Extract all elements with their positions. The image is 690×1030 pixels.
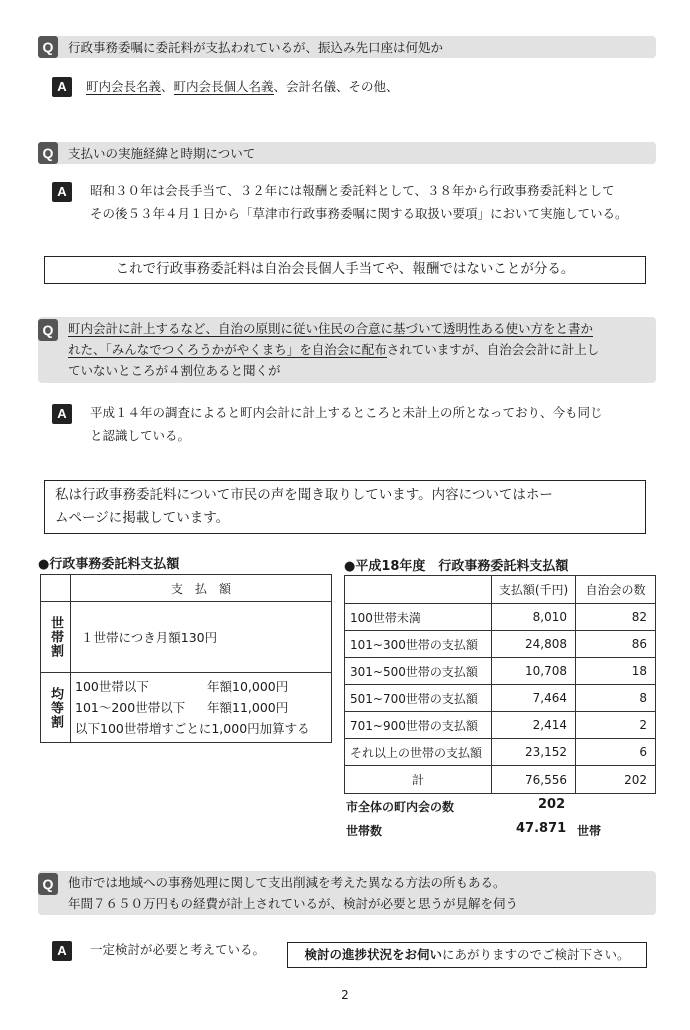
question-3-line-2-underlined: れた、「みんなでつくろうかがやくまち」を自治会に配布 bbox=[68, 342, 387, 357]
answer-underlined-1: 町内会長名義 bbox=[86, 79, 162, 94]
answer-3-line-1: 平成１４年の調査によると町内会計に計上するところと未計上の所となっており、今も同じ bbox=[90, 405, 603, 420]
table-row bbox=[345, 631, 656, 658]
question-1 bbox=[38, 36, 656, 58]
table-2-body bbox=[345, 604, 656, 794]
answer-mark: A bbox=[52, 77, 72, 97]
summary-1-label: 市全体の町内会の数 bbox=[346, 800, 455, 814]
answer-underlined-2: 町内会長個人名義 bbox=[173, 79, 274, 94]
table-row bbox=[345, 604, 656, 631]
note-box-1 bbox=[44, 256, 646, 284]
table-1-title: ●行政事務委託料支払額 bbox=[38, 557, 180, 572]
cell-label: 701~900世帯の支払額 bbox=[345, 712, 492, 739]
note-box-3 bbox=[287, 942, 647, 968]
table-1-header: 支 払 額 bbox=[71, 575, 332, 602]
question-mark: Q bbox=[38, 142, 58, 164]
question-3-line-3: ていないところが４割位あると聞くが bbox=[68, 363, 281, 378]
kinto-line-1-range: 100世帯以下 bbox=[75, 679, 149, 694]
page-number: 2 bbox=[341, 988, 349, 1002]
header-amount: 支払額(千円) bbox=[492, 576, 576, 604]
question-mark: Q bbox=[38, 319, 58, 341]
answer-2-line-2: その後５３年４月１日から「草津市行政事務委嘱に関する取扱い要項」において実施している。 bbox=[90, 206, 628, 221]
cell-amount: 2,414 bbox=[492, 712, 576, 739]
row-kinto-value bbox=[71, 673, 332, 743]
cell-label: それ以上の世帯の支払額 bbox=[345, 739, 492, 766]
note-box-2 bbox=[44, 480, 646, 534]
total-amount: 76,556 bbox=[492, 766, 576, 794]
table-row bbox=[345, 739, 656, 766]
answer-rest: 、会計名儀、その他、 bbox=[273, 79, 399, 94]
row-label-setai bbox=[41, 602, 71, 673]
table-row bbox=[345, 658, 656, 685]
row-setai-value: １世帯につき月額130円 bbox=[71, 602, 332, 673]
cell-amount: 8,010 bbox=[492, 604, 576, 631]
question-3-line-2-rest: されていますが、自治会会計に計上し bbox=[386, 342, 600, 357]
cell-count: 82 bbox=[576, 604, 656, 631]
kinto-line-1 bbox=[75, 676, 331, 697]
table-2-title: ●平成18年度 行政事務委託料支払額 bbox=[344, 559, 569, 574]
note-1-text: これで行政事務委託料は自治会長個人手当てや、報酬ではないことが分る。 bbox=[115, 261, 575, 277]
cell-amount: 23,152 bbox=[492, 739, 576, 766]
cell-count: 2 bbox=[576, 712, 656, 739]
cell-count: 6 bbox=[576, 739, 656, 766]
note-2-line-2: ムページに掲載しています。 bbox=[55, 510, 230, 526]
note-3-text bbox=[288, 943, 646, 966]
kinto-line-2 bbox=[75, 697, 331, 718]
kinto-line-2-range: 101～200世帯以下 bbox=[75, 700, 186, 715]
question-4-line-1: 他市では地域への事務処理に関して支出削減を考えた異なる方法の所もある。 bbox=[68, 875, 506, 890]
answer-mark: A bbox=[52, 182, 72, 202]
cell-label: 301~500世帯の支払額 bbox=[345, 658, 492, 685]
row-label-setai-text: 世帯割 bbox=[48, 616, 63, 658]
question-4-line-2: 年間７６５０万円もの経費が計上されているが、検討が必要と思うが見解を伺う bbox=[68, 896, 519, 911]
cell-label: 501~700世帯の支払額 bbox=[345, 685, 492, 712]
total-count: 202 bbox=[576, 766, 656, 794]
table-row bbox=[345, 685, 656, 712]
header-count: 自治会の数 bbox=[576, 576, 656, 604]
question-text: 支払いの実施経緯と時期について bbox=[68, 146, 256, 161]
answer-2-line-1: 昭和３０年は会長手当て、３２年には報酬と委託料として、３８年から行政事務委託料として bbox=[90, 183, 615, 198]
note-3-bold: 検討の進捗状況をお伺い bbox=[304, 947, 442, 962]
summary-2-unit: 世帯 bbox=[577, 824, 602, 838]
table-row bbox=[345, 712, 656, 739]
row-label-kinto-text: 均等割 bbox=[48, 686, 63, 729]
table-1-corner bbox=[41, 575, 71, 602]
question-3 bbox=[38, 317, 656, 383]
note-2-line-1: 私は行政事務委託料について市民の声を聞き取りしています。内容についてはホー bbox=[55, 487, 553, 503]
question-text: 行政事務委嘱に委託料が支払われているが、振込み先口座は何処か bbox=[68, 40, 444, 55]
cell-count: 8 bbox=[576, 685, 656, 712]
answer-mark: A bbox=[52, 404, 72, 424]
table-2-corner bbox=[345, 576, 492, 604]
question-text bbox=[68, 318, 650, 381]
answer-separator: 、 bbox=[161, 79, 174, 94]
summary-2-label: 世帯数 bbox=[346, 824, 383, 838]
question-mark: Q bbox=[38, 36, 58, 58]
row-label-kinto bbox=[41, 673, 71, 743]
question-2 bbox=[38, 142, 656, 164]
kinto-line-3: 以下100世帯増すごとに1,000円加算する bbox=[75, 721, 310, 736]
answer-3-line-2: と認識している。 bbox=[90, 428, 191, 443]
question-mark: Q bbox=[38, 873, 58, 895]
answer-1-text bbox=[86, 76, 399, 98]
cell-label: 100世帯未満 bbox=[345, 604, 492, 631]
fy18-table bbox=[344, 575, 656, 794]
kinto-line-2-amount: 年額11,000円 bbox=[207, 700, 289, 715]
question-text bbox=[68, 872, 650, 914]
summary-1-value: 202 bbox=[538, 797, 566, 812]
total-label: 計 bbox=[345, 766, 492, 794]
cell-count: 18 bbox=[576, 658, 656, 685]
cell-amount: 24,808 bbox=[492, 631, 576, 658]
answer-4-text: 一定検討が必要と考えている。 bbox=[90, 942, 266, 957]
answer-mark: A bbox=[52, 941, 72, 961]
cell-amount: 7,464 bbox=[492, 685, 576, 712]
cell-label: 101~300世帯の支払額 bbox=[345, 631, 492, 658]
total-row bbox=[345, 766, 656, 794]
question-4 bbox=[38, 871, 656, 915]
cell-amount: 10,708 bbox=[492, 658, 576, 685]
kinto-line-1-amount: 年額10,000円 bbox=[207, 679, 289, 694]
note-3-rest: にあがりますのでご検討下さい。 bbox=[442, 947, 630, 962]
cell-count: 86 bbox=[576, 631, 656, 658]
question-3-line-1: 町内会計に計上するなど、自治の原則に従い住民の合意に基づいて透明性ある使い方をと書か bbox=[68, 321, 594, 336]
summary-2-value: 47.871 bbox=[516, 821, 567, 836]
payment-table bbox=[40, 574, 332, 743]
